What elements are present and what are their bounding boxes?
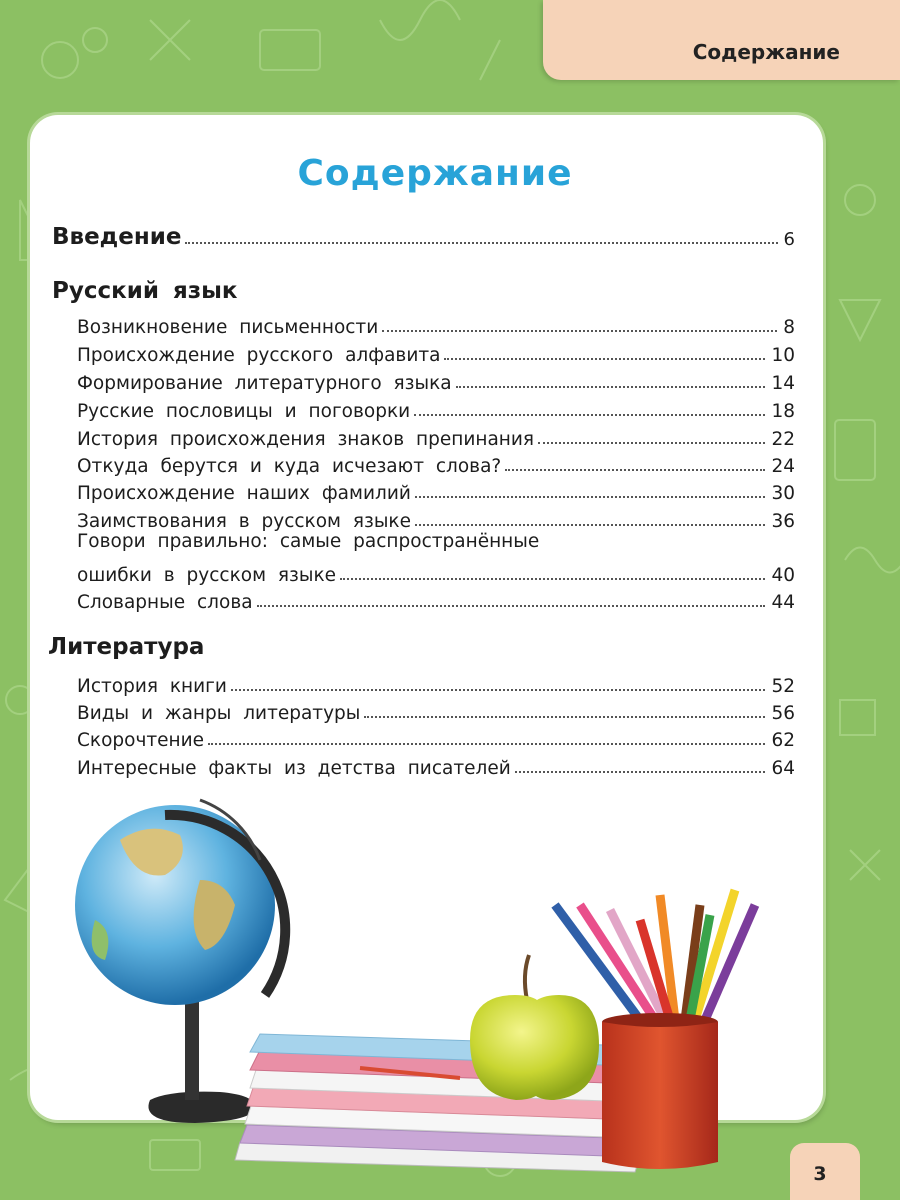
- toc-entry-label: Словарные слова: [77, 592, 253, 613]
- toc-entry-label: Происхождение русского алфавита: [77, 345, 441, 366]
- toc-entry-label: Скорочтение: [77, 730, 205, 751]
- toc-entry-label: Откуда берутся и куда исчезают слова?: [77, 456, 502, 477]
- globe-icon: [75, 800, 285, 1123]
- toc-entry-label: ошибки в русском языке: [77, 565, 337, 586]
- toc-entry-page: 62: [771, 730, 795, 751]
- toc-entry-label: Заимствования в русском языке: [77, 511, 411, 532]
- toc-entry-label: История книги: [77, 676, 227, 697]
- toc-entry-label: Происхождение наших фамилий: [77, 483, 411, 504]
- toc-entry-label: Формирование литературного языка: [77, 373, 452, 394]
- toc-entry-label-line1: Говори правильно: самые распространённые: [77, 531, 540, 552]
- toc-title: Содержание: [297, 153, 573, 194]
- section-heading-literature: Литература: [48, 634, 205, 660]
- toc-entry-label: Русские пословицы и поговорки: [77, 401, 411, 422]
- toc-entry-label: Введение: [52, 224, 182, 250]
- toc-entry-page: 36: [771, 511, 795, 532]
- toc-entry-page: 64: [771, 758, 795, 779]
- toc-entry-page: 10: [771, 345, 795, 366]
- toc-entry-page: 6: [783, 229, 795, 250]
- page-number: 3: [813, 1163, 827, 1185]
- toc-entry-page: 40: [771, 565, 795, 586]
- toc-entry-page: 14: [771, 373, 795, 394]
- toc-entry-page: 8: [783, 317, 795, 338]
- section-heading-russian: Русский язык: [52, 278, 238, 304]
- apple-icon: [470, 955, 599, 1100]
- toc-entry-page: 18: [771, 401, 795, 422]
- header-title: Содержание: [692, 40, 840, 64]
- toc-entry-label: Виды и жанры литературы: [77, 703, 361, 724]
- toc-entry-page: 52: [771, 676, 795, 697]
- toc-entry-label: Интересные факты из детства писателей: [77, 758, 511, 779]
- toc-entry-page: 56: [771, 703, 795, 724]
- toc-entry-label: Возникновение письменности: [77, 317, 379, 338]
- toc-entry-page: 44: [771, 592, 795, 613]
- toc-entry-page: 30: [771, 483, 795, 504]
- toc-entry-page: 24: [771, 456, 795, 477]
- page-number-tab: [790, 1143, 860, 1200]
- toc-entry-page: 22: [771, 429, 795, 450]
- toc-entry-label: История происхождения знаков препинания: [77, 429, 535, 450]
